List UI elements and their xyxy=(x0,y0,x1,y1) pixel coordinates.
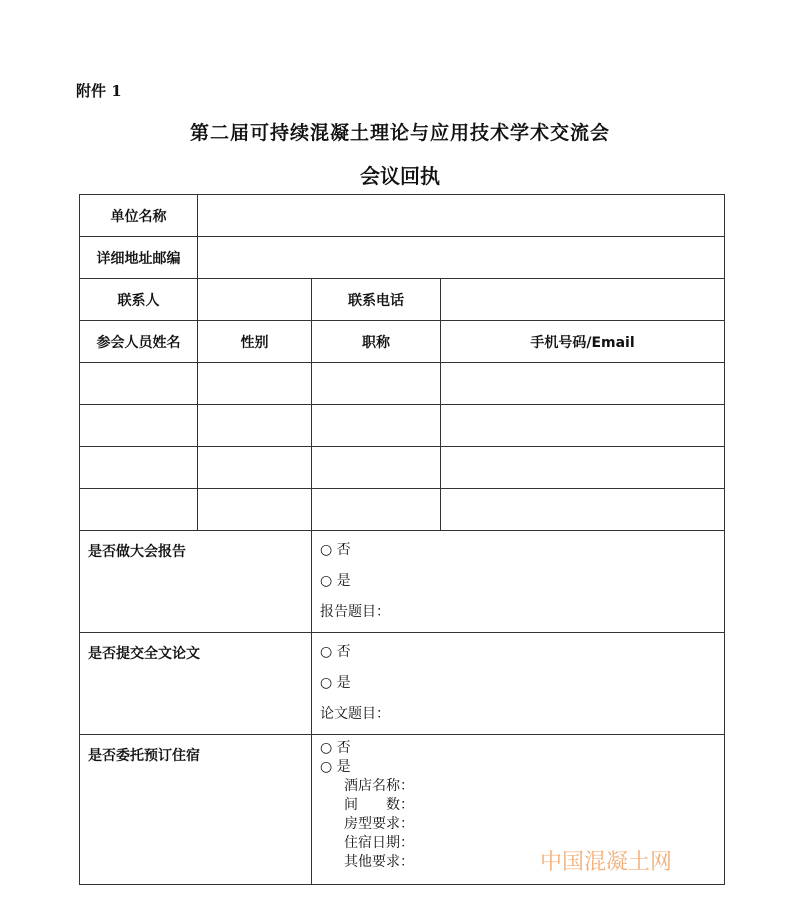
watermark: 中国混凝土网 xyxy=(540,850,673,875)
report-topic-label[interactable]: 报告题目： xyxy=(320,604,390,620)
hotel-label: 是否委托预订住宿 xyxy=(80,735,312,885)
cell[interactable] xyxy=(198,405,312,447)
header-contact: 手机号码/Email xyxy=(441,321,725,363)
cell[interactable] xyxy=(312,489,441,531)
other-requirements-label[interactable]: 其他要求： xyxy=(344,854,414,870)
attendee-row xyxy=(80,447,725,489)
cell[interactable] xyxy=(80,489,198,531)
paper-no-radio[interactable]: ○ 否 xyxy=(320,644,351,660)
contact-field[interactable] xyxy=(198,279,312,321)
unit-label: 单位名称 xyxy=(80,195,198,237)
stay-date-label[interactable]: 住宿日期： xyxy=(344,835,414,851)
cell[interactable] xyxy=(441,363,725,405)
cell[interactable] xyxy=(441,489,725,531)
paper-topic-label[interactable]: 论文题目： xyxy=(320,706,390,722)
cell[interactable] xyxy=(80,447,198,489)
attendee-row xyxy=(80,363,725,405)
report-no-radio[interactable]: ○ 否 xyxy=(320,542,351,558)
paper-options xyxy=(312,633,725,735)
header-title: 职称 xyxy=(312,321,441,363)
document-title: 第二届可持续混凝土理论与应用技术学术交流会 xyxy=(189,122,610,144)
attendee-row xyxy=(80,405,725,447)
phone-field[interactable] xyxy=(441,279,725,321)
document-subtitle: 会议回执 xyxy=(360,164,440,188)
room-type-label[interactable]: 房型要求： xyxy=(344,816,414,832)
cell[interactable] xyxy=(441,405,725,447)
cell[interactable] xyxy=(312,363,441,405)
address-label: 详细地址邮编 xyxy=(80,237,198,279)
contact-label: 联系人 xyxy=(80,279,198,321)
cell[interactable] xyxy=(198,489,312,531)
hotel-yes-radio[interactable]: ○ 是 xyxy=(320,759,351,775)
cell[interactable] xyxy=(312,447,441,489)
report-label: 是否做大会报告 xyxy=(80,531,312,633)
attendee-row xyxy=(80,489,725,531)
report-yes-radio[interactable]: ○ 是 xyxy=(320,573,351,589)
registration-form xyxy=(79,194,725,885)
header-gender: 性别 xyxy=(198,321,312,363)
cell[interactable] xyxy=(312,405,441,447)
hotel-name-label[interactable]: 酒店名称： xyxy=(344,778,414,794)
attachment-label: 附件 1 xyxy=(76,82,122,100)
phone-label: 联系电话 xyxy=(312,279,441,321)
unit-field[interactable] xyxy=(198,195,725,237)
cell[interactable] xyxy=(80,363,198,405)
cell[interactable] xyxy=(441,447,725,489)
paper-label: 是否提交全文论文 xyxy=(80,633,312,735)
paper-yes-radio[interactable]: ○ 是 xyxy=(320,675,351,691)
address-field[interactable] xyxy=(198,237,725,279)
cell[interactable] xyxy=(198,363,312,405)
report-options xyxy=(312,531,725,633)
cell[interactable] xyxy=(198,447,312,489)
header-name: 参会人员姓名 xyxy=(80,321,198,363)
hotel-no-radio[interactable]: ○ 否 xyxy=(320,740,351,756)
room-count-label[interactable]: 间 数： xyxy=(344,797,414,813)
cell[interactable] xyxy=(80,405,198,447)
